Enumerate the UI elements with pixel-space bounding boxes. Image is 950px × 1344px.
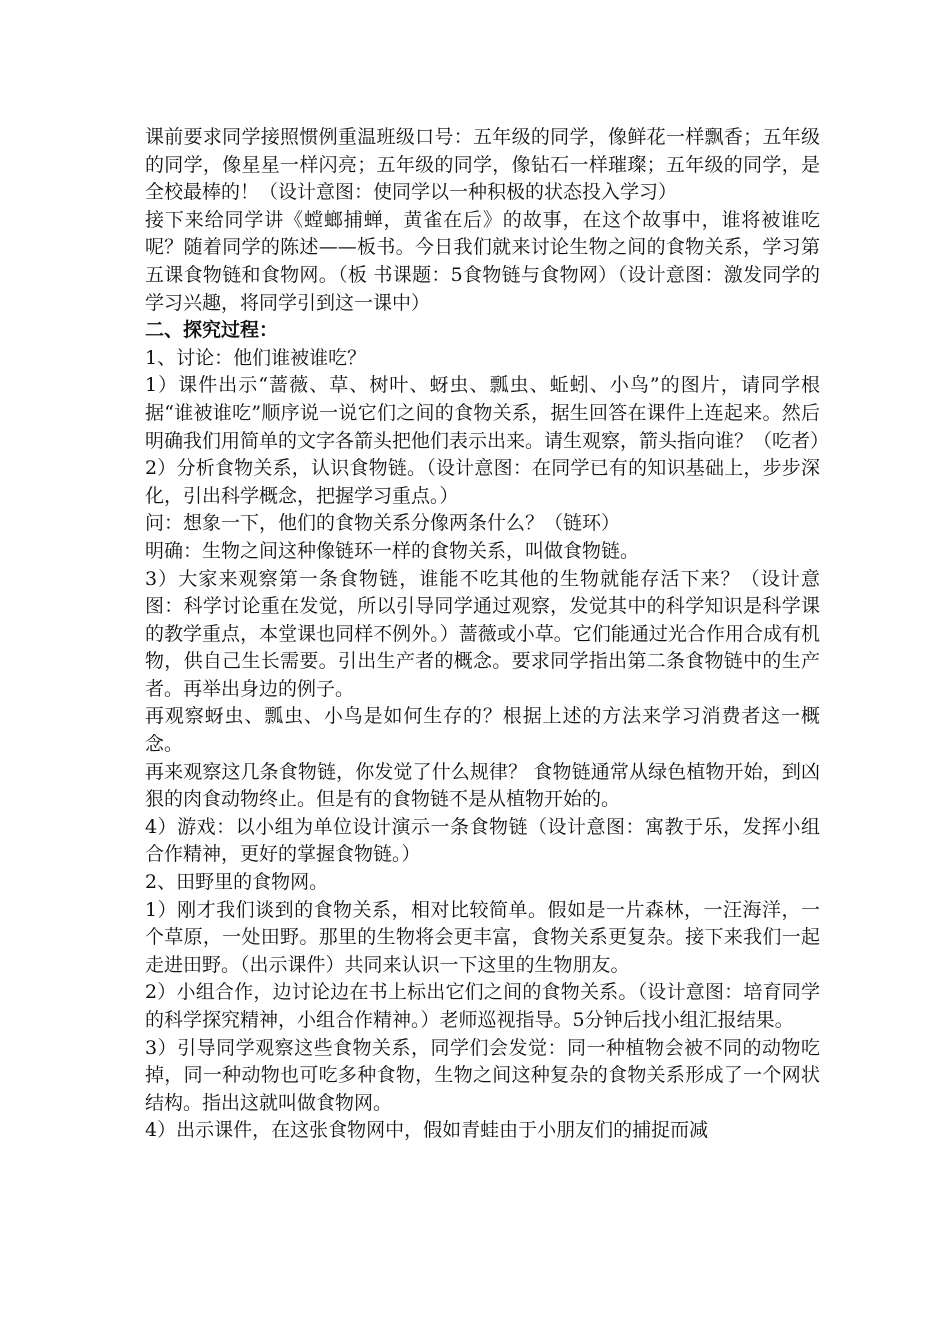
paragraph-web-step-4: 4）出示课件，在这张食物网中，假如青蛙由于小朋友们的捕捉而减 xyxy=(145,1119,709,1142)
section-heading-inquiry: 二、探究过程： xyxy=(145,319,279,342)
paragraph-step-1: 1）课件出示“蔷薇、草、树叶、蚜虫、瓢虫、蚯蚓、小鸟”的图片，请同学根据“谁被谁吃”顺序说一说它们之间的食物关系，据生回答在课件上连起来。然后明确我们用简单的文字各箭头把他们表示出来。请生观察，箭头指向谁？（吃者） xyxy=(145,374,830,452)
paragraph-consumers: 再观察蚜虫、瓢虫、小鸟是如何生存的？根据上述的方法来学习消费者这一概念。 xyxy=(145,705,820,756)
paragraph-pattern: 再来观察这几条食物链，你发觉了什么规律？ 食物链通常从绿色植物开始，到凶狠的肉食动物终止。但是有的食物链不是从植物开始的。 xyxy=(145,760,820,811)
paragraph-story-intro: 接下来给同学讲《螳螂捕蝉，黄雀在后》的故事，在这个故事中，谁将被谁吃呢？随着同学的陈述——板书。今日我们就来讨论生物之间的食物关系，学习第五课食物链和食物网。（板 书课题：5食物链与食物网）（设计意图：激发同学的学习兴趣，将同学引到这一课中） xyxy=(145,208,820,314)
paragraph-food-web-title: 2、田野里的食物网。 xyxy=(145,871,329,894)
paragraph-web-step-2: 2）小组合作，边讨论边在书上标出它们之间的食物关系。（设计意图：培育同学的科学探究精神，小组合作精神。）老师巡视指导。5分钟后找小组汇报结果。 xyxy=(145,981,820,1031)
paragraph-step-3: 3）大家来观察第一条食物链，谁能不吃其他的生物就能存活下来？（设计意图：科学讨论重在发觉，所以引导同学通过观察，发觉其中的科学知识是科学课的教学重点，本堂课也同样不例外。）蔷薇或小草。它们能通过光合作用合成有机物，供自己生长需要。引出生产者的概念。要求同学指出第二条食物链中的生产者。再举出身边的例子。 xyxy=(145,567,820,700)
paragraph-clarify: 明确：生物之间这种像链环一样的食物关系，叫做食物链。 xyxy=(145,539,640,562)
paragraph-question: 问：想象一下，他们的食物关系分像两条什么？（链环） xyxy=(145,512,621,535)
paragraph-web-step-3: 3）引导同学观察这些食物关系，同学们会发觉：同一种植物会被不同的动物吃掉，同一种动物也可吃多种食物，生物之间这种复杂的食物关系形成了一个网状结构。指出这就叫做食物网。 xyxy=(145,1036,820,1114)
paragraph-web-step-1: 1）刚才我们谈到的食物关系，相对比较简单。假如是一片森林，一汪海洋，一个草原，一处田野。那里的生物将会更丰富，食物关系更复杂。接下来我们一起走进田野。（出示课件）共同来认识一下这里的生物朋友。 xyxy=(145,898,820,976)
paragraph-discussion-title: 1、讨论：他们谁被谁吃？ xyxy=(145,346,367,369)
paragraph-step-4-game: 4）游戏：以小组为单位设计演示一条食物链（设计意图：寓教于乐，发挥小组合作精神，更好的掌握食物链。） xyxy=(145,815,820,866)
document-page xyxy=(145,124,830,1145)
paragraph-intro-slogan: 课前要求同学接照惯例重温班级口号：五年级的同学，像鲜花一样飘香；五年级的同学，像星星一样闪亮；五年级的同学，像钻石一样璀璨；五年级的同学，是全校最棒的！（设计意图：使同学以一种积极的状态投入学习） xyxy=(145,126,820,204)
paragraph-step-2: 2）分析食物关系，认识食物链。（设计意图：在同学已有的知识基础上，步步深化，引出科学概念，把握学习重点。） xyxy=(145,457,820,507)
